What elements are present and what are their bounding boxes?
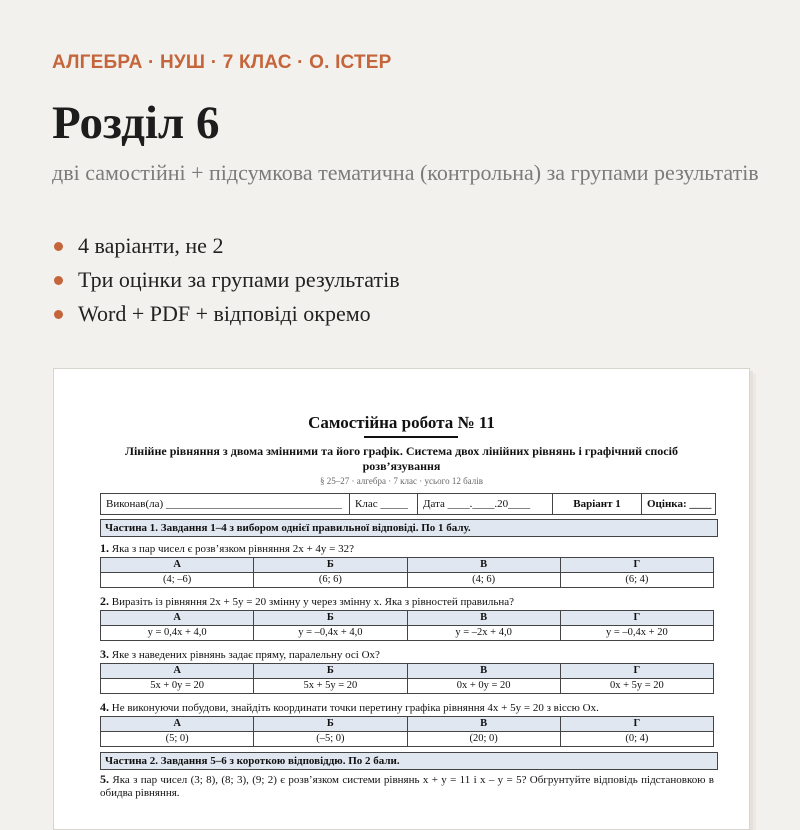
option-value: y = 0,4x + 4,0 bbox=[101, 626, 254, 641]
feature-item bbox=[52, 297, 400, 331]
question-text: Яке з наведених рівнянь задає пряму, паралельну осі Ox? bbox=[111, 649, 380, 661]
page-subtitle: дві самостійні + підсумкова тематична (контрольна) за групами результатів bbox=[52, 160, 759, 185]
option-letter: Г bbox=[560, 717, 713, 732]
question-number: 4. bbox=[100, 700, 109, 714]
question-number: 2. bbox=[100, 594, 109, 608]
option-letter: Б bbox=[254, 558, 407, 573]
option-value: 5x + 0y = 20 bbox=[101, 679, 254, 694]
bullet-dot-icon bbox=[54, 276, 63, 285]
option-value: (0; 4) bbox=[560, 732, 713, 747]
option-value: (4; –6) bbox=[101, 573, 254, 588]
option-letter: Б bbox=[254, 717, 407, 732]
class-field: Клас _____ bbox=[350, 494, 418, 514]
date-field: Дата ____.____.20____ bbox=[418, 494, 553, 514]
option-letter: Г bbox=[560, 664, 713, 679]
question-number: 3. bbox=[100, 647, 109, 661]
option-letter: В bbox=[407, 611, 560, 626]
variant-field: Варіант 1 bbox=[553, 494, 642, 514]
grade-field: Оцінка: ____ bbox=[647, 498, 712, 510]
option-value: y = –0,4x + 4,0 bbox=[254, 626, 407, 641]
option-value: (4; 6) bbox=[407, 573, 560, 588]
feature-text: 4 варіанти, не 2 bbox=[78, 233, 224, 258]
option-value: 0x + 0y = 20 bbox=[407, 679, 560, 694]
worksheet-title: Самостійна робота № 11 bbox=[308, 413, 495, 432]
question-4 bbox=[100, 701, 714, 715]
question-3 bbox=[100, 648, 714, 662]
option-value: 5x + 5y = 20 bbox=[254, 679, 407, 694]
worksheet-preview bbox=[53, 368, 750, 830]
option-value: y = –2x + 4,0 bbox=[407, 626, 560, 641]
question-text: Виразіть із рівняння 2x + 5y = 20 змінну y через змінну x. Яка з рівностей правильна? bbox=[111, 596, 515, 608]
option-value: (6; 6) bbox=[254, 573, 407, 588]
student-info-row bbox=[100, 493, 716, 515]
question-1 bbox=[100, 542, 714, 556]
worksheet-subtitle: Лінійне рівняння з двома змінними та його графік. Система двох лінійних рівнянь і графічний спосіб розв’язування bbox=[125, 444, 678, 473]
question-text: Яка з пар чисел є розв’язком рівняння 2x + 4y = 32? bbox=[111, 543, 355, 555]
answer-options-table bbox=[100, 610, 714, 641]
answer-options-table bbox=[100, 716, 714, 747]
feature-item bbox=[52, 229, 400, 263]
question-number: 5. bbox=[100, 772, 109, 786]
option-letter: В bbox=[407, 717, 560, 732]
page-title: Розділ 6 bbox=[52, 97, 220, 149]
part2-header: Частина 2. Завдання 5–6 з короткою відповіддю. По 2 бали. bbox=[100, 752, 718, 770]
question-number: 1. bbox=[100, 541, 109, 555]
option-value: (–5; 0) bbox=[254, 732, 407, 747]
option-value: (6; 4) bbox=[560, 573, 713, 588]
option-letter: Б bbox=[254, 664, 407, 679]
feature-text: Три оцінки за групами результатів bbox=[78, 267, 400, 292]
option-letter: А bbox=[101, 558, 254, 573]
worksheet-meta: § 25–27 · алгебра · 7 клас · усього 12 балів bbox=[319, 476, 483, 486]
option-letter: Б bbox=[254, 611, 407, 626]
course-kicker: АЛГЕБРА · НУШ · 7 КЛАС · О. ІСТЕР bbox=[52, 52, 392, 73]
feature-list bbox=[52, 229, 400, 331]
bullet-dot-icon bbox=[54, 242, 63, 251]
option-value: (5; 0) bbox=[101, 732, 254, 747]
question-5 bbox=[100, 773, 714, 800]
feature-text: Word + PDF + відповіді окремо bbox=[78, 301, 371, 326]
question-text: Яка з пар чисел (3; 8), (8; 3), (9; 2) є розв’язком системи рівнянь x + y = 11 і x – y = 5? Обгрунтуйте відповідь підстановкою в обидва рівняння. bbox=[100, 774, 715, 799]
question-text: Не виконуючи побудови, знайдіть координати точки перетину графіка рівняння 4x + 5y = 20 з віссю Ox. bbox=[111, 702, 599, 714]
option-value: y = –0,4x + 20 bbox=[560, 626, 713, 641]
option-letter: В bbox=[407, 664, 560, 679]
bullet-dot-icon bbox=[54, 310, 63, 319]
option-letter: Г bbox=[560, 558, 713, 573]
option-value: (20; 0) bbox=[407, 732, 560, 747]
option-letter: В bbox=[407, 558, 560, 573]
feature-item bbox=[52, 263, 400, 297]
part1-header: Частина 1. Завдання 1–4 з вибором однієї правильної відповіді. По 1 балу. bbox=[100, 519, 718, 537]
title-underline bbox=[364, 436, 458, 438]
option-letter: Г bbox=[560, 611, 713, 626]
question-2 bbox=[100, 595, 714, 609]
name-field: Виконав(ла) ________________________________ bbox=[101, 494, 350, 514]
option-value: 0x + 5y = 20 bbox=[560, 679, 713, 694]
answer-options-table bbox=[100, 557, 714, 588]
option-letter: А bbox=[101, 664, 254, 679]
option-letter: А bbox=[101, 717, 254, 732]
answer-options-table bbox=[100, 663, 714, 694]
option-letter: А bbox=[101, 611, 254, 626]
